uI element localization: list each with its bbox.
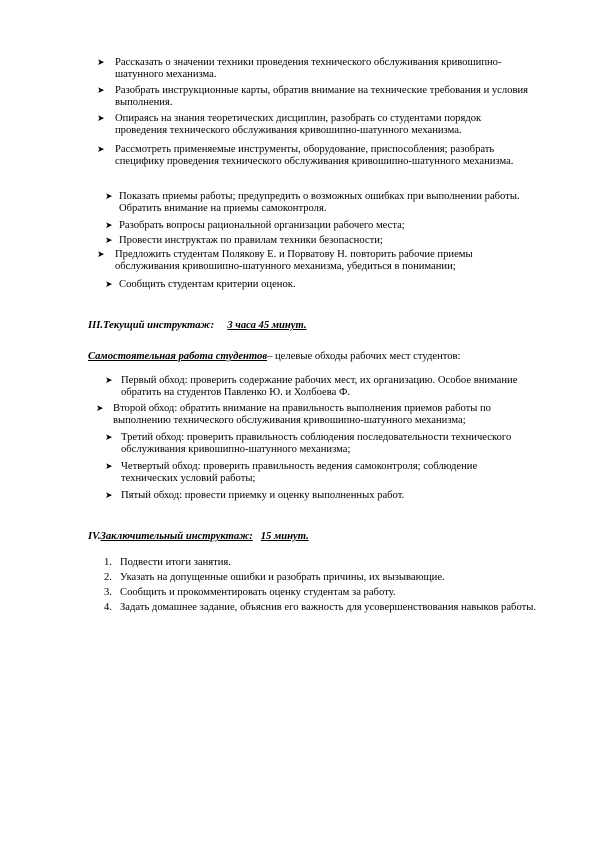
list-item: ➤ Рассказать о значении техники проведения технического обслуживания кривошипно-шатунного механизма. [97, 57, 502, 81]
arrowhead-bullet-icon: ➤ [105, 491, 113, 501]
arrowhead-bullet-icon: ➤ [105, 376, 113, 386]
list-item: ➤ Показать приемы работы; предупредить о возможных ошибках при выполнении работы. Обратить внимание на приемы самоконтроля. [105, 191, 520, 215]
arrowhead-bullet-icon: ➤ [96, 404, 104, 414]
list-item: ➤ Разобрать вопросы рациональной организации рабочего места; [105, 220, 405, 231]
list-item: ➤ Предложить студентам Полякову Е. и Порватову Н. повторить рабочие приемы обслуживания кривошипно-шатунного механизма, убедиться в понимании; [97, 249, 473, 273]
arrowhead-bullet-icon: ➤ [105, 192, 113, 202]
section-iii-heading: III.Текущий инструктаж: 3 часа 45 минут. [88, 320, 307, 331]
list-item: ➤ Рассмотреть применяемые инструменты, оборудование, приспособления; разобрать специфику проведения технического обслуживания кривошипно-шатунного механизма. [97, 144, 514, 168]
arrowhead-bullet-icon: ➤ [97, 58, 105, 68]
numbered-list-item: 3. Сообщить и прокомментировать оценку студентам за работу. [104, 587, 396, 598]
arrowhead-bullet-icon: ➤ [105, 433, 113, 443]
list-item: ➤ Сообщить студентам критерии оценок. [105, 279, 296, 290]
list-item: ➤ Второй обход: обратить внимание на правильность выполнения приемов работы по выполнению технического обслуживания кривошипно-шатунного механизма; [96, 403, 491, 427]
list-item: ➤ Четвертый обход: проверить правильность ведения самоконтроля; соблюдение технических условий работы; [105, 461, 478, 485]
numbered-list-item: 2. Указать на допущенные ошибки и разобрать причины, их вызывающие. [104, 572, 445, 583]
arrowhead-bullet-icon: ➤ [97, 114, 105, 124]
list-item: ➤ Пятый обход: провести приемку и оценку выполненных работ. [105, 490, 405, 501]
independent-work-line: Самостоятельная работа студентов– целевые обходы рабочих мест студентов: [88, 351, 461, 362]
arrowhead-bullet-icon: ➤ [97, 86, 105, 96]
list-item: ➤ Разобрать инструкционные карты, обратив внимание на технические требования и условия выполнения. [97, 85, 529, 109]
arrowhead-bullet-icon: ➤ [97, 250, 105, 260]
numbered-list-item: 1. Подвести итоги занятия. [104, 557, 231, 568]
arrowhead-bullet-icon: ➤ [105, 236, 113, 246]
list-item: ➤ Третий обход: проверить правильность соблюдения последовательности технического обслуживания кривошипно-шатунного механизма; [105, 432, 512, 456]
list-item: ➤ Опираясь на знания теоретических дисциплин, разобрать со студентами порядок проведения технического обслуживания кривошипно-шатунного механизма. [97, 113, 482, 137]
arrowhead-bullet-icon: ➤ [105, 280, 113, 290]
arrowhead-bullet-icon: ➤ [97, 145, 105, 155]
arrowhead-bullet-icon: ➤ [105, 462, 113, 472]
arrowhead-bullet-icon: ➤ [105, 221, 113, 231]
section-iv-heading: IV.Заключительный инструктаж: 15 минут. [88, 531, 309, 542]
list-item: ➤ Провести инструктаж по правилам техники безопасности; [105, 235, 383, 246]
numbered-list-item: 4. Задать домашнее задание, объяснив его важность для усовершенствования навыков работы. [104, 602, 537, 613]
list-item: ➤ Первый обход: проверить содержание рабочих мест, их организацию. Особое внимание обратить на студентов Павленко Ю. и Холбоева Ф. [105, 375, 518, 399]
